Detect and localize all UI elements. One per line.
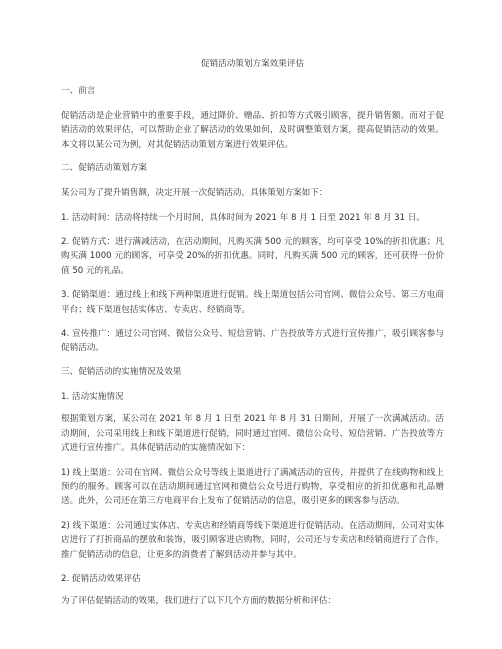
- paragraph-promotion-method: 2. 促销方式：进行满减活动，在活动期间，凡购买满 500 元的顾客，均可享受 10%的折扣优惠；凡购买满 1000 元的顾客，可享受 20%的折扣优惠。同时，凡购买满 500 元的顾客，还可获得一份价值 50 元的礼品。: [61, 237, 444, 276]
- subheading-implementation: 1. 活动实施情况: [61, 391, 124, 402]
- paragraph-activity-time: 1. 活动时间：活动将持续一个月时间，具体时间为 2021 年 8 月 1 日至 2021 年 8 月 31 日。: [61, 212, 426, 223]
- paragraph-online-channel: 1) 线上渠道：公司在官网、微信公众号等线上渠道进行了满减活动的宣传，并提供了在线购物和线上预约的服务。顾客可以在活动期间通过官网和微信公众号进行购物，享受相应的折扣优惠和礼品赠送。此外，公司还在第三方电商平台上发布了促销活动的信息，吸引更多的顾客参与活动。: [61, 467, 444, 507]
- section-heading-plan: 二、促销活动策划方案: [61, 163, 147, 174]
- paragraph-implementation: 根据策划方案，某公司在 2021 年 8 月 1 日至 2021 年 8 月 31 日期间，开展了一次满减活动。活动期间，公司采用线上和线下渠道进行促销，同时通过官网、微信公众号、短信营销、广告投放等方式进行宣传推广。具体促销活动的实施情况如下：: [61, 414, 444, 454]
- document-title: 促销活动策划方案效果评估: [200, 59, 305, 69]
- paragraph-plan-intro: 某公司为了提升销售额，决定开展一次促销活动，具体策划方案如下：: [61, 188, 328, 199]
- paragraph-evaluation-intro: 为了评估促销活动的效果，我们进行了以下几个方面的数据分析和评估：: [61, 596, 337, 607]
- paragraph-offline-channel: 2) 线下渠道：公司通过实体店、专卖店和经销商等线下渠道进行促销活动。在活动期间，公司对实体店进行了打折商品的摆放和装饰，吸引顾客进店购物。同时，公司还与专卖店和经销商进行了合作，推广促销活动的信息，让更多的消费者了解到活动并参与其中。: [61, 520, 444, 560]
- paragraph-publicity: 4. 宣传推广：通过公司官网、微信公众号、短信营销、广告投放等方式进行宣传推广，吸引顾客参与促销活动。: [61, 329, 444, 354]
- section-heading-implementation: 三、促销活动的实施情况及效果: [61, 366, 182, 377]
- section-heading-preface: 一、前言: [61, 86, 96, 96]
- paragraph-promotion-channels: 3. 促销渠道：通过线上和线下两种渠道进行促销。线上渠道包括公司官网、微信公众号、第三方电商平台；线下渠道包括实体店、专卖店、经销商等。: [61, 290, 444, 315]
- subheading-evaluation: 2. 促销活动效果评估: [61, 573, 141, 584]
- paragraph-preface: 促销活动是企业营销中的重要手段，通过降价、赠品、折扣等方式吸引顾客，提升销售额。而对于促销活动的效果评估，可以帮助企业了解活动的效果如何，及时调整策划方案，提高促销活动的效果。本文将以某公司为例，对其促销活动策划方案进行效果评估。: [61, 111, 444, 150]
